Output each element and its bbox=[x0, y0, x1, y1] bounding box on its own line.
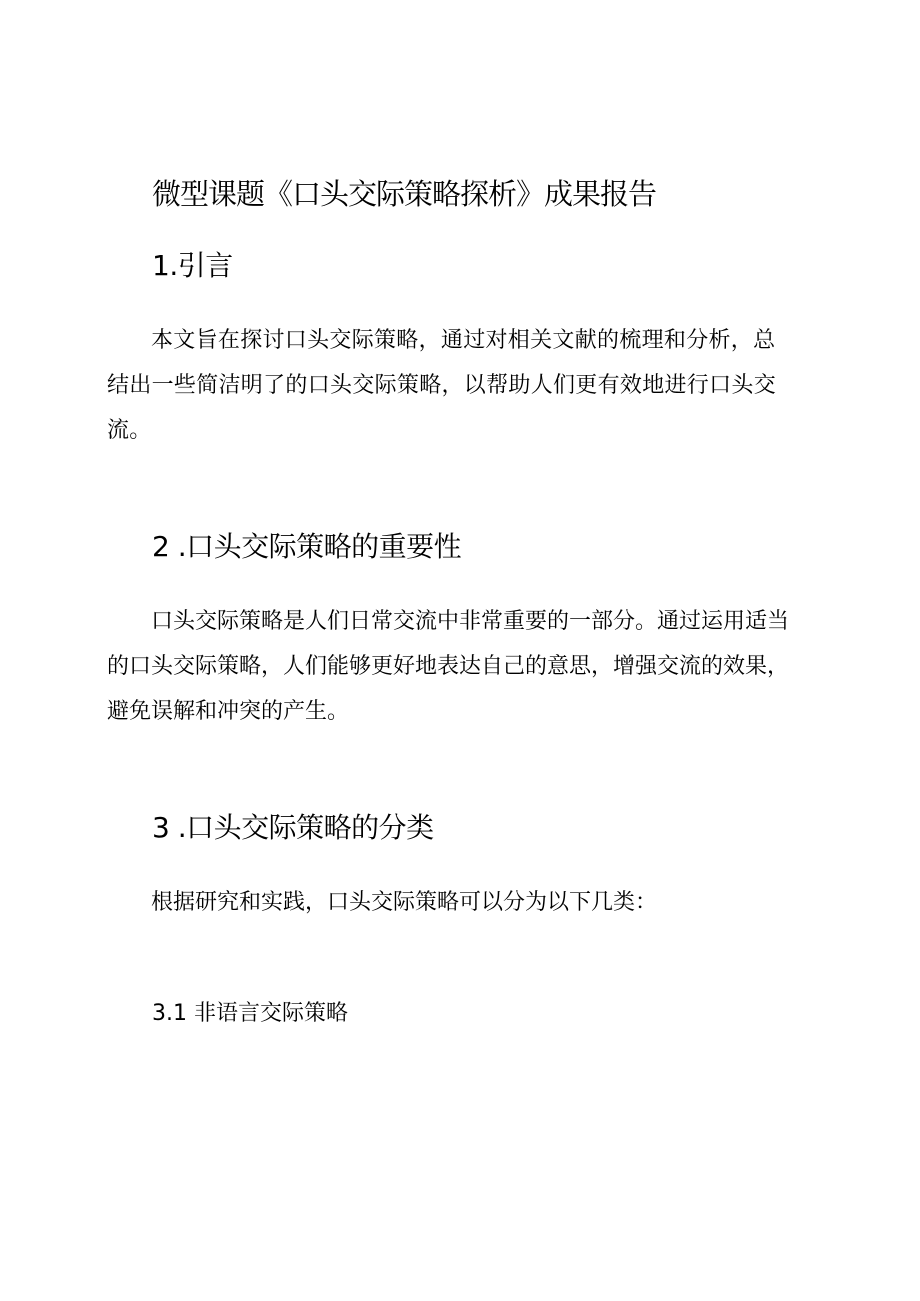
section-heading-importance: 2 .口头交际策略的重要性 bbox=[152, 530, 462, 563]
section-heading-classification: 3 .口头交际策略的分类 bbox=[152, 811, 434, 844]
paragraph-line: 的口头交际策略，人们能够更好地表达自己的意思，增强交流的效果， bbox=[107, 654, 790, 679]
paragraph-line: 结出一些简洁明了的口头交际策略，以帮助人们更有效地进行口头交 bbox=[107, 373, 777, 398]
subsection-heading-nonverbal: 3.1 非语言交际策略 bbox=[152, 1001, 348, 1026]
section-paragraph-classification bbox=[107, 880, 807, 925]
paragraph-line: 流。 bbox=[107, 418, 152, 443]
paragraph-line: 避免误解和冲突的产生。 bbox=[107, 699, 350, 724]
section-heading-introduction: 1.引言 bbox=[152, 249, 233, 282]
section-paragraph-importance bbox=[107, 599, 837, 734]
section-paragraph-introduction bbox=[107, 318, 807, 453]
paragraph-line: 口头交际策略是人们日常交流中非常重要的一部分。通过运用适当 bbox=[151, 609, 790, 634]
paragraph-line: 本文旨在探讨口头交际策略，通过对相关文献的梳理和分析，总 bbox=[151, 328, 776, 353]
document-title: 微型课题《口头交际策略探析》成果报告 bbox=[152, 177, 657, 211]
paragraph-line: 根据研究和实践，口头交际策略可以分为以下几类： bbox=[151, 890, 658, 915]
